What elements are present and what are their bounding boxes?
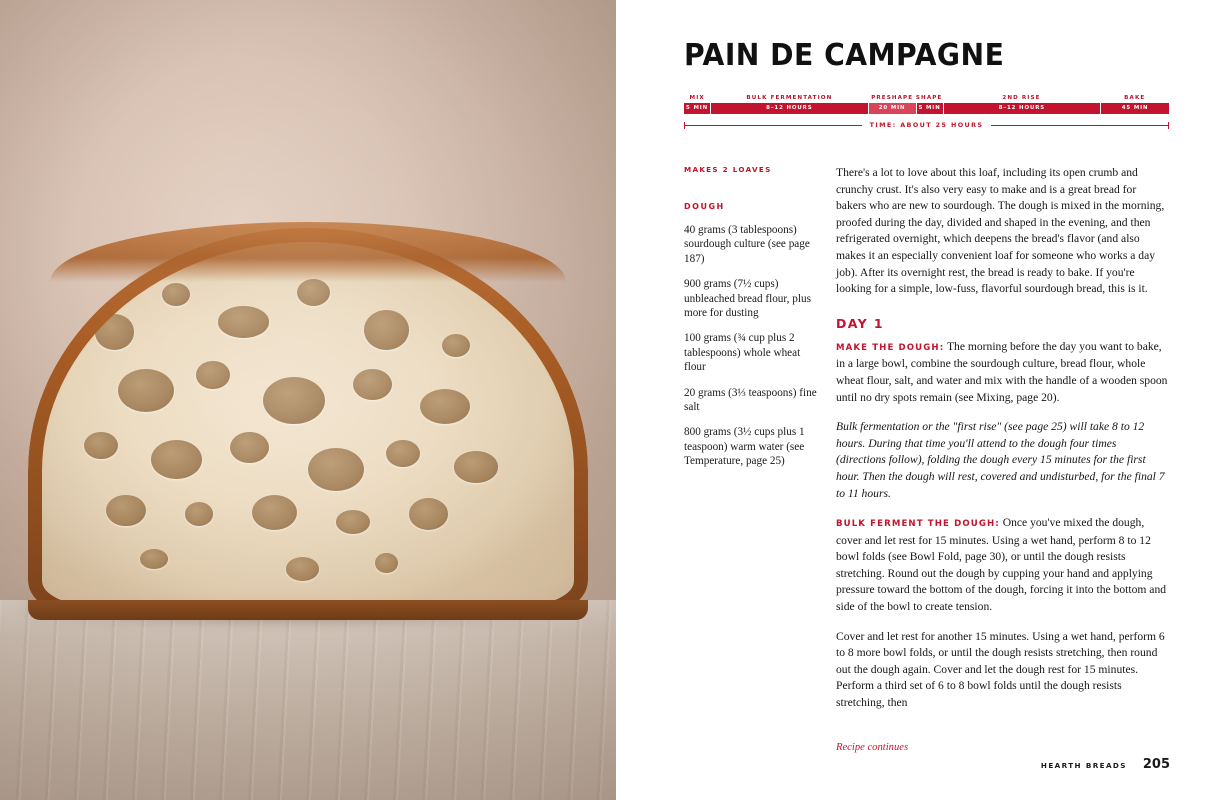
day-heading: DAY 1 xyxy=(836,315,884,331)
footer-section-label: HEARTH BREADS xyxy=(1040,761,1127,770)
intro-paragraph: There's a lot to love about this loaf, including its open crumb and crunchy crust. It's also very easy to make and is a great bread for bakers who are new to sourdough. The dough is mixed in the morning, proofed during the day, divided and shaped in the evening, and then refrigerated overnight, which deepens the bread's flavor (and also makes it an especially convenient loaf for someone who works a day job). After its overnight rest, the bread is ready to bake. If you're looking for a simple, low-fuss, flavorful sourdough bread, this is it. xyxy=(836,166,1165,296)
ingredient-item: 800 grams (3½ cups plus 1 teaspoon) warm water (see Temperature, page 25) xyxy=(684,426,805,468)
instruction-paragraph: Cover and let rest for another 15 minutes. Using a wet hand, perform 6 to 8 more bowl folds, or until the dough resists stretching, then round out the dough again. Cover and let the dough rest for 15 minutes. Perform a third set of 6 to 8 bowl folds until the dough resists stretching, then xyxy=(836,629,1165,710)
timeline-total-label: TIME: ABOUT 25 HOURS xyxy=(869,121,984,129)
timeline-stage-bar: 8–12 HOURS xyxy=(711,103,869,114)
ingredient-item: 100 grams (¾ cup plus 2 tablespoons) whole wheat flour xyxy=(684,332,801,374)
page-title: PAIN DE CAMPAGNE xyxy=(684,38,1005,73)
timeline-rule-right xyxy=(991,125,1169,126)
timeline-stage-bar: 45 MIN xyxy=(1101,103,1169,114)
instructions-column xyxy=(836,165,1169,753)
timeline-stage-label: BULK FERMENTATION xyxy=(746,95,833,101)
timeline-stage-bar: 8–12 HOURS xyxy=(944,103,1102,114)
ingredients-column xyxy=(684,165,836,753)
timeline-stage-label: MIX xyxy=(689,95,705,101)
timeline-stage-bar: 5 MIN xyxy=(684,103,711,114)
page-number: 205 xyxy=(1142,757,1170,772)
recipe-continues-note: Recipe continues xyxy=(836,741,909,753)
instruction-paragraph: BULK FERMENT THE DOUGH: Once you've mixed the dough, cover and let rest for 15 minutes. Using a wet hand, perform 8 to 12 bowl folds (see Bowl Fold, page 30), or until the dough resists stretching. Round out the dough by cupping your hand and applying pressure toward the bottom of the dough, forcing it into the bottom and side of the bowl to create tension. xyxy=(836,516,1167,614)
timeline-labels xyxy=(684,95,1169,103)
page-footer xyxy=(1041,757,1170,772)
timeline-stage-label: PRESHAPE xyxy=(871,95,914,101)
instruction-paragraph: Bulk fermentation or the "first rise" (see page 25) will take 8 to 12 hours. During that time you'll attend to the dough four times (directions follow), folding the dough every 15 minutes for the first hour. Then the dough will rest, covered and undisturbed, for the final 7 to 11 hours. xyxy=(836,420,1165,500)
ingredient-item: 40 grams (3 tablespoons) sourdough culture (see page 187) xyxy=(684,224,810,265)
ingredient-item: 20 grams (3⅓ teaspoons) fine salt xyxy=(684,386,817,414)
ingredient-list xyxy=(684,223,818,469)
timeline-stage-label: BAKE xyxy=(1124,95,1146,101)
timeline-rule-left xyxy=(684,125,862,126)
instruction-run-in-head: MAKE THE DOUGH: xyxy=(836,342,945,353)
recipe-text-page xyxy=(616,0,1232,800)
dough-heading: DOUGH xyxy=(684,202,725,211)
timeline-stage-label: SHAPE xyxy=(915,95,943,101)
makes-label: MAKES 2 LOAVES xyxy=(684,165,772,174)
ingredient-item: 900 grams (7½ cups) unbleached bread flour, plus more for dusting xyxy=(684,278,811,320)
instruction-run-in-head: BULK FERMENT THE DOUGH: xyxy=(836,519,1000,530)
timeline-stage-label: 2ND RISE xyxy=(1002,95,1041,101)
instruction-paragraph: MAKE THE DOUGH: The morning before the day you want to bake, in a large bowl, combine the sourdough culture, bread flour, whole wheat flour, salt, and water and mix with the handle of a wooden spoon until no dry spots remain (see Mixing, page 20). xyxy=(836,339,1168,404)
timeline-bars xyxy=(684,103,1169,114)
recipe-columns xyxy=(684,165,1169,753)
timeline-stage-bar: 20 MIN xyxy=(869,103,917,114)
step-list xyxy=(836,339,1169,712)
timeline-stage-bar: 5 MIN xyxy=(917,103,944,114)
timeline-total xyxy=(684,119,1169,131)
recipe-timeline xyxy=(684,95,1169,131)
